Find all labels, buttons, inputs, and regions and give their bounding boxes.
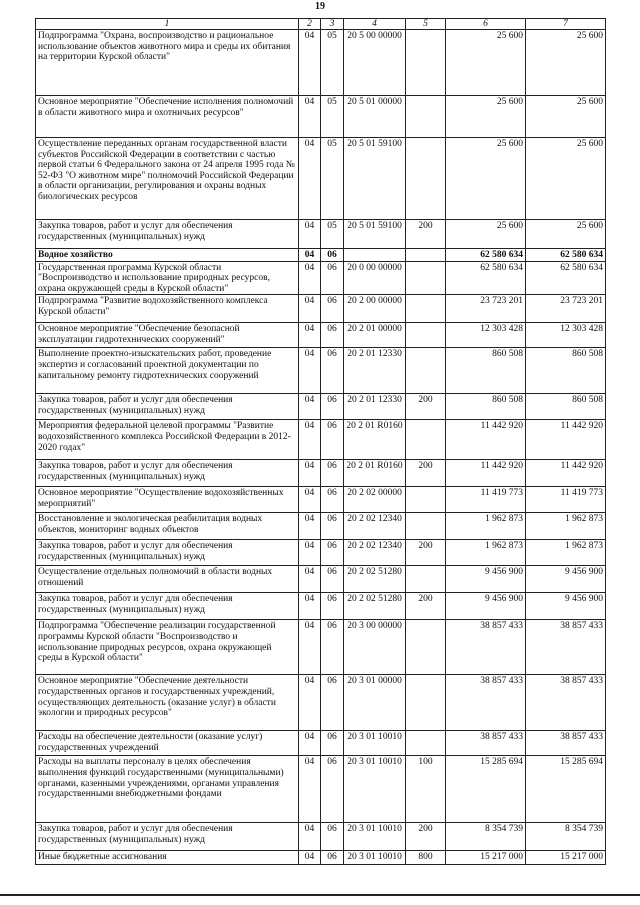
amount-column-6: 15 285 694 <box>446 756 526 823</box>
subsection-code: 06 <box>321 323 344 348</box>
target-article-code: 20 0 00 00000 <box>344 261 406 295</box>
amount-column-7: 25 600 <box>526 96 606 138</box>
amount-column-6: 23 723 201 <box>446 295 526 323</box>
target-article-code: 20 3 01 10010 <box>344 731 406 756</box>
target-article-code: 20 2 02 12340 <box>344 540 406 566</box>
line-item-name: Иные бюджетные ассигнования <box>36 851 299 865</box>
line-item-name: Расходы на обеспечение деятельности (оказание услуг) государственных учреждений <box>36 731 299 756</box>
section-code: 04 <box>299 675 321 731</box>
expense-type-code <box>406 566 446 593</box>
subsection-code: 06 <box>321 675 344 731</box>
section-code: 04 <box>299 420 321 460</box>
amount-column-7: 9 456 900 <box>526 593 606 620</box>
subsection-code: 06 <box>321 420 344 460</box>
expense-type-code <box>406 138 446 220</box>
bottom-rule <box>0 894 640 896</box>
subsection-code: 05 <box>321 138 344 220</box>
section-heading-row <box>36 249 606 262</box>
table-row <box>36 513 606 540</box>
subsection-code: 06 <box>321 394 344 420</box>
expense-type-code <box>406 261 446 295</box>
section-code: 04 <box>299 460 321 487</box>
table-row <box>36 220 606 249</box>
section-code: 04 <box>299 323 321 348</box>
table-row <box>36 731 606 756</box>
amount-column-7: 12 303 428 <box>526 323 606 348</box>
amount-column-7: 1 962 873 <box>526 540 606 566</box>
line-item-name: Подпрограмма "Обеспечение реализации государственной программы Курской области "Воспроизводство и использование природных ресурсов, охрана окружающей среды в Курской области" <box>36 620 299 675</box>
amount-column-6: 9 456 900 <box>446 566 526 593</box>
amount-column-7: 25 600 <box>526 30 606 96</box>
amount-column-7: 1 962 873 <box>526 513 606 540</box>
amount-column-6: 860 508 <box>446 348 526 394</box>
subsection-code: 06 <box>321 566 344 593</box>
amount-column-6: 25 600 <box>446 220 526 249</box>
section-code: 04 <box>299 620 321 675</box>
line-item-name: Основное мероприятие "Осуществление водохозяйственных мероприятий" <box>36 487 299 513</box>
amount-column-6: 38 857 433 <box>446 731 526 756</box>
expense-type-code <box>406 323 446 348</box>
table-row <box>36 823 606 851</box>
target-article-code: 20 3 01 00000 <box>344 675 406 731</box>
expense-type-code <box>406 731 446 756</box>
line-item-name: Осуществление переданных органам государственной власти субъектов Российской Федерации в соответствии с частью первой статьи 6 Федерального закона от 24 апреля 1995 года № 52-ФЗ "О животном мире" полномочий Российской Федерации в области организации, регулирования и охраны водных биологических ресурсов <box>36 138 299 220</box>
page-number: 19 <box>315 1 325 12</box>
table-row <box>36 593 606 620</box>
expense-type-code <box>406 487 446 513</box>
expense-type-code: 200 <box>406 593 446 620</box>
amount-column-6: 9 456 900 <box>446 593 526 620</box>
target-article-code: 20 3 01 10010 <box>344 756 406 823</box>
section-code: 04 <box>299 394 321 420</box>
target-article-code: 20 3 00 00000 <box>344 620 406 675</box>
target-article-code: 20 3 01 10010 <box>344 823 406 851</box>
budget-table <box>35 18 606 865</box>
section-code: 04 <box>299 731 321 756</box>
amount-column-7: 25 600 <box>526 220 606 249</box>
line-item-name: Осуществление отдельных полномочий в области водных отношений <box>36 566 299 593</box>
subsection-code: 06 <box>321 261 344 295</box>
amount-column-6: 25 600 <box>446 96 526 138</box>
target-article-code: 20 2 02 12340 <box>344 513 406 540</box>
table-row <box>36 394 606 420</box>
target-article-code: 20 2 01 12330 <box>344 394 406 420</box>
expense-type-code <box>406 96 446 138</box>
table-row <box>36 487 606 513</box>
expense-type-code <box>406 513 446 540</box>
line-item-name: Закупка товаров, работ и услуг для обеспечения государственных (муниципальных) нужд <box>36 394 299 420</box>
table-row <box>36 96 606 138</box>
amount-column-6: 38 857 433 <box>446 675 526 731</box>
amount-column-6: 12 303 428 <box>446 323 526 348</box>
amount-column-6: 38 857 433 <box>446 620 526 675</box>
subsection-code: 06 <box>321 460 344 487</box>
line-item-name: Мероприятия федеральной целевой программы "Развитие водохозяйственного комплекса Российской Федерации в 2012-2020 годах" <box>36 420 299 460</box>
expense-type-code <box>406 420 446 460</box>
expense-type-code <box>406 295 446 323</box>
target-article-code: 20 5 01 59100 <box>344 138 406 220</box>
amount-column-7: 860 508 <box>526 348 606 394</box>
line-item-name: Подпрограмма "Развитие водохозяйственного комплекса Курской области" <box>36 295 299 323</box>
table-row <box>36 348 606 394</box>
table-row <box>36 620 606 675</box>
section-code: 04 <box>299 30 321 96</box>
target-article-code: 20 5 00 00000 <box>344 30 406 96</box>
table-row <box>36 540 606 566</box>
amount-column-7: 38 857 433 <box>526 675 606 731</box>
expense-type-code <box>406 249 446 262</box>
column-header: 7 <box>526 19 606 30</box>
line-item-name: Водное хозяйство <box>36 249 299 262</box>
column-header: 2 <box>299 19 321 30</box>
amount-column-6: 8 354 739 <box>446 823 526 851</box>
amount-column-6: 25 600 <box>446 30 526 96</box>
section-code: 04 <box>299 566 321 593</box>
line-item-name: Закупка товаров, работ и услуг для обеспечения государственных (муниципальных) нужд <box>36 823 299 851</box>
table-row <box>36 261 606 295</box>
section-code: 04 <box>299 851 321 865</box>
section-code: 04 <box>299 220 321 249</box>
table-row <box>36 323 606 348</box>
column-header: 6 <box>446 19 526 30</box>
column-header: 5 <box>406 19 446 30</box>
subsection-code: 06 <box>321 249 344 262</box>
subsection-code: 06 <box>321 593 344 620</box>
table-body <box>36 30 606 865</box>
section-code: 04 <box>299 261 321 295</box>
column-header: 4 <box>344 19 406 30</box>
target-article-code: 20 2 00 00000 <box>344 295 406 323</box>
line-item-name: Государственная программа Курской области "Воспроизводство и использование природных ресурсов, охрана окружающей среды в Курской области" <box>36 261 299 295</box>
amount-column-7: 23 723 201 <box>526 295 606 323</box>
expense-type-code: 200 <box>406 220 446 249</box>
target-article-code: 20 2 01 00000 <box>344 323 406 348</box>
subsection-code: 06 <box>321 513 344 540</box>
amount-column-6: 62 580 634 <box>446 249 526 262</box>
amount-column-7: 8 354 739 <box>526 823 606 851</box>
section-code: 04 <box>299 348 321 394</box>
subsection-code: 06 <box>321 620 344 675</box>
table-row <box>36 420 606 460</box>
amount-column-7: 38 857 433 <box>526 731 606 756</box>
expense-type-code <box>406 30 446 96</box>
subsection-code: 06 <box>321 348 344 394</box>
line-item-name: Закупка товаров, работ и услуг для обеспечения государственных (муниципальных) нужд <box>36 593 299 620</box>
target-article-code: 20 2 02 00000 <box>344 487 406 513</box>
line-item-name: Закупка товаров, работ и услуг для обеспечения государственных (муниципальных) нужд <box>36 540 299 566</box>
line-item-name: Расходы на выплаты персоналу в целях обеспечения выполнения функций государственными (муниципальными) органами, казенными учреждениями, органами управления государственными внебюджетными фондами <box>36 756 299 823</box>
amount-column-7: 25 600 <box>526 138 606 220</box>
column-header: 3 <box>321 19 344 30</box>
section-code: 04 <box>299 823 321 851</box>
expense-type-code: 200 <box>406 394 446 420</box>
amount-column-7: 62 580 634 <box>526 249 606 262</box>
expense-type-code <box>406 675 446 731</box>
line-item-name: Закупка товаров, работ и услуг для обеспечения государственных (муниципальных) нужд <box>36 220 299 249</box>
subsection-code: 06 <box>321 851 344 865</box>
subsection-code: 06 <box>321 756 344 823</box>
amount-column-6: 11 419 773 <box>446 487 526 513</box>
amount-column-6: 15 217 000 <box>446 851 526 865</box>
section-code: 04 <box>299 96 321 138</box>
line-item-name: Восстановление и экологическая реабилитация водных объектов, мониторинг водных объектов <box>36 513 299 540</box>
amount-column-6: 1 962 873 <box>446 540 526 566</box>
target-article-code: 20 2 02 51280 <box>344 566 406 593</box>
table-row <box>36 138 606 220</box>
expense-type-code <box>406 348 446 394</box>
amount-column-7: 11 419 773 <box>526 487 606 513</box>
table-row <box>36 851 606 865</box>
subsection-code: 06 <box>321 487 344 513</box>
table-row <box>36 756 606 823</box>
table-row <box>36 566 606 593</box>
section-code: 04 <box>299 593 321 620</box>
column-header-row <box>36 19 606 30</box>
table-row <box>36 30 606 96</box>
amount-column-6: 25 600 <box>446 138 526 220</box>
amount-column-6: 11 442 920 <box>446 420 526 460</box>
subsection-code: 06 <box>321 731 344 756</box>
target-article-code: 20 3 01 10010 <box>344 851 406 865</box>
amount-column-7: 11 442 920 <box>526 460 606 487</box>
amount-column-7: 15 217 000 <box>526 851 606 865</box>
expense-type-code: 800 <box>406 851 446 865</box>
section-code: 04 <box>299 513 321 540</box>
expense-type-code <box>406 620 446 675</box>
amount-column-7: 38 857 433 <box>526 620 606 675</box>
target-article-code: 20 5 01 00000 <box>344 96 406 138</box>
section-code: 04 <box>299 138 321 220</box>
subsection-code: 05 <box>321 30 344 96</box>
table-row <box>36 295 606 323</box>
amount-column-6: 860 508 <box>446 394 526 420</box>
target-article-code: 20 2 01 12330 <box>344 348 406 394</box>
line-item-name: Подпрограмма "Охрана, воспроизводство и рациональное использование объектов животного мира и среды их обитания на территории Курской области" <box>36 30 299 96</box>
table-row <box>36 675 606 731</box>
table-row <box>36 460 606 487</box>
subsection-code: 06 <box>321 295 344 323</box>
section-code: 04 <box>299 295 321 323</box>
expense-type-code: 200 <box>406 540 446 566</box>
amount-column-6: 11 442 920 <box>446 460 526 487</box>
section-code: 04 <box>299 487 321 513</box>
column-header: 1 <box>36 19 299 30</box>
target-article-code: 20 5 01 59100 <box>344 220 406 249</box>
amount-column-7: 11 442 920 <box>526 420 606 460</box>
table-head <box>36 19 606 30</box>
amount-column-6: 62 580 634 <box>446 261 526 295</box>
expense-type-code: 100 <box>406 756 446 823</box>
line-item-name: Выполнение проектно-изыскательских работ, проведение экспертиз и согласований проектной документации по капитальному ремонту гидротехнических сооружений <box>36 348 299 394</box>
target-article-code: 20 2 02 51280 <box>344 593 406 620</box>
subsection-code: 06 <box>321 823 344 851</box>
amount-column-7: 15 285 694 <box>526 756 606 823</box>
section-code: 04 <box>299 249 321 262</box>
expense-type-code: 200 <box>406 460 446 487</box>
line-item-name: Основное мероприятие "Обеспечение исполнения полномочий в области животного мира и охотничьих ресурсов" <box>36 96 299 138</box>
target-article-code: 20 2 01 R0160 <box>344 420 406 460</box>
section-code: 04 <box>299 540 321 566</box>
amount-column-7: 9 456 900 <box>526 566 606 593</box>
target-article-code: 20 2 01 R0160 <box>344 460 406 487</box>
subsection-code: 06 <box>321 540 344 566</box>
expense-type-code: 200 <box>406 823 446 851</box>
amount-column-7: 62 580 634 <box>526 261 606 295</box>
subsection-code: 05 <box>321 220 344 249</box>
target-article-code <box>344 249 406 262</box>
line-item-name: Основное мероприятие "Обеспечение деятельности государственных органов и государственных учреждений, осуществляющих деятельность (оказание услуг) в области экологии и природных ресурсов" <box>36 675 299 731</box>
subsection-code: 05 <box>321 96 344 138</box>
line-item-name: Закупка товаров, работ и услуг для обеспечения государственных (муниципальных) нужд <box>36 460 299 487</box>
line-item-name: Основное мероприятие "Обеспечение безопасной эксплуатации гидротехнических сооружений" <box>36 323 299 348</box>
amount-column-7: 860 508 <box>526 394 606 420</box>
section-code: 04 <box>299 756 321 823</box>
amount-column-6: 1 962 873 <box>446 513 526 540</box>
